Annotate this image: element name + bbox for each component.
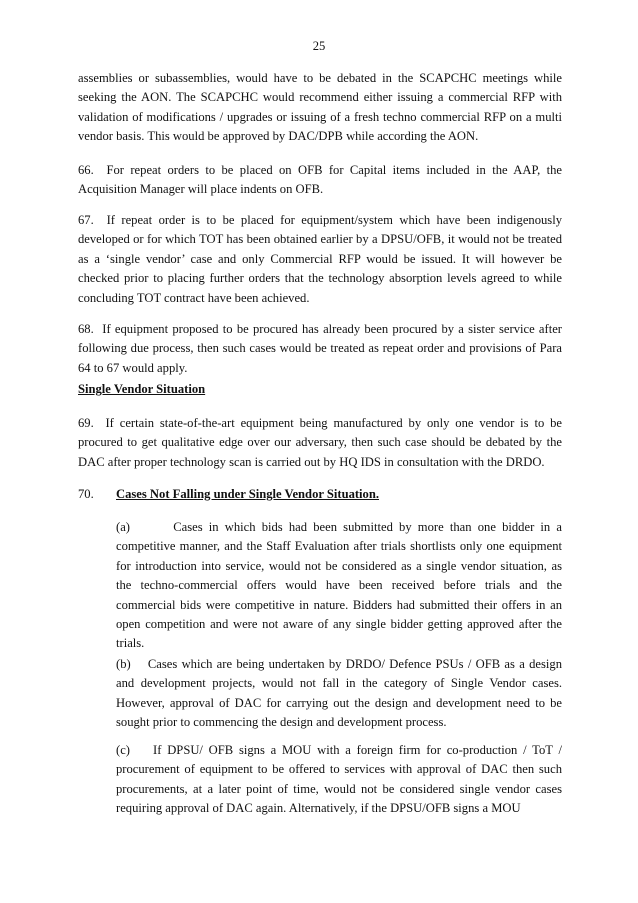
page-number: 25 (312, 39, 326, 53)
paragraph-67: 67. If repeat order is to be placed for equipment/system which have been indigenously developed or for which TOT has been obtained earlier by a DPSU/OFB, it would not be treated as a ‘single vendor’ case and only Commercial RFP would be issued. It will however be checked prior to placing further orders that the technology absorption levels agreed to while concluding TOT contract have been achieved. (78, 213, 562, 305)
paragraph-70-heading: Cases Not Falling under Single Vendor Situation. (116, 487, 380, 501)
subparagraph-a: (a) Cases in which bids had been submitted by more than one bidder in a competitive manner, and the Staff Evaluation after trials shortlists only one equipment for introduction into service, would not be considered as a single vendor situation, as the techno-commercial offers would have been received before trials and the commercial bids were competitive in nature. Bidders had submitted their offers in an open competition and were not aware of any single bidder getting approved after the trials. (116, 520, 562, 651)
paragraph-70-heading-line (78, 485, 562, 504)
paragraph-continuation: assemblies or subassemblies, would have to be debated in the SCAPCHC meetings while seeking the AON. The SCAPCHC would recommend either issuing a commercial RFP with validation of modifications / upgrades or issuing of a fresh techno commercial RFP on a multi vendor basis. This would be approved by DAC/DPB while according the AON. (78, 71, 562, 144)
paragraph-70-number: 70. (78, 487, 94, 501)
subparagraph-b: (b) Cases which are being undertaken by DRDO/ Defence PSUs / OFB as a design and development projects, would not fall in the category of Single Vendor cases. However, approval of DAC for carrying out the design and development need to be sought prior to commencing the design and development process. (116, 657, 562, 730)
subparagraph-c: (c) If DPSU/ OFB signs a MOU with a foreign firm for co-production / ToT / procurement of equipment to be offered to services with approval of DAC then such procurements, at a later point of time, would not be considered single vendor cases requiring approval of DAC again. Alternatively, if the DPSU/OFB signs a MOU (116, 743, 562, 816)
paragraph-66: 66. For repeat orders to be placed on OFB for Capital items included in the AAP, the Acquisition Manager will place indents on OFB. (78, 163, 562, 197)
paragraph-68: 68. If equipment proposed to be procured has already been procured by a sister service after following due process, then such cases would be treated as repeat order and provisions of Para 64 to 67 would apply. (78, 322, 562, 375)
section-heading-single-vendor: Single Vendor Situation (78, 382, 206, 396)
paragraph-69: 69. If certain state-of-the-art equipment being manufactured by only one vendor is to be procured to get qualitative edge over our adversary, then such case should be debated by the DAC after proper technology scan is carried out by HQ IDS in consultation with the DRDO. (78, 416, 562, 469)
